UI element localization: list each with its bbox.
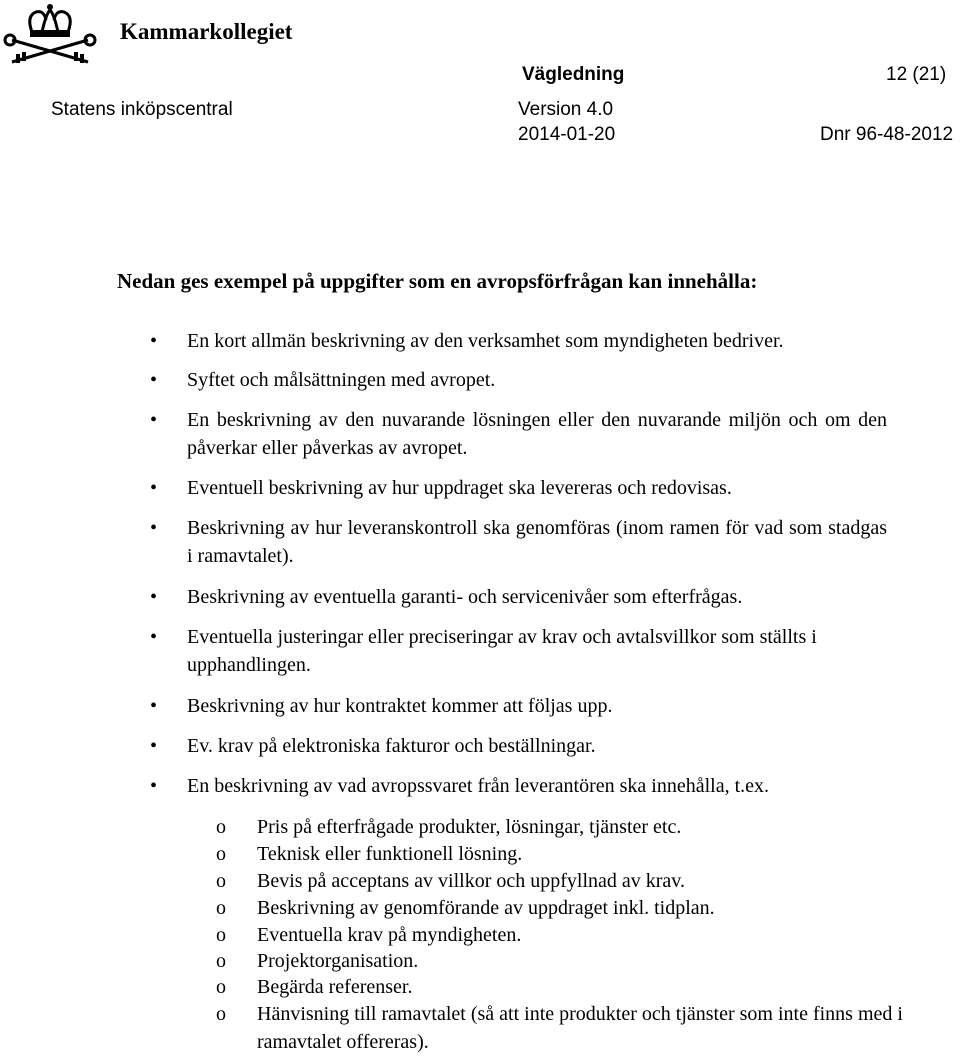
- sub-list-item: Hänvisning till ramavtalet (så att inte produkter och tjänster som inte finns med i ramavtalet offereras).: [257, 1003, 903, 1053]
- sub-bullet-marker: o: [216, 1003, 226, 1025]
- sub-list-item: Bevis på acceptans av villkor och uppfyllnad av krav.: [257, 870, 686, 892]
- bullet-marker: •: [150, 369, 158, 391]
- list-item: Ev. krav på elektroniska fakturor och beställningar.: [187, 735, 596, 757]
- list-item: En beskrivning av vad avropssvaret från leverantören ska innehålla, t.ex.: [187, 775, 770, 797]
- document-registration-number: Dnr 96-48-2012: [820, 124, 954, 145]
- department-name: Statens inköpscentral: [51, 99, 233, 120]
- sub-bullet-marker: o: [216, 976, 226, 998]
- list-item: Eventuell beskrivning av hur uppdraget ska levereras och redovisas.: [187, 477, 732, 499]
- page-number: 12 (21): [886, 64, 947, 85]
- list-item: En beskrivning av den nuvarande lösningen eller den nuvarande miljön och om den påverkar eller påverkas av avropet.: [187, 409, 887, 459]
- sub-bullet-marker: o: [216, 870, 226, 892]
- document-date: 2014-01-20: [518, 124, 616, 145]
- sub-list-item: Eventuella krav på myndigheten.: [257, 924, 522, 946]
- bullet-marker: •: [150, 735, 158, 757]
- sub-bullet-marker: o: [216, 924, 226, 946]
- list-item: En kort allmän beskrivning av den verksamhet som myndigheten bedriver.: [187, 330, 784, 352]
- document-type: Vägledning: [522, 64, 625, 85]
- list-item: Eventuella justeringar eller preciseringar av krav och avtalsvillkor som ställts i upphandlingen.: [187, 626, 817, 676]
- org-name: Kammarkollegiet: [120, 19, 293, 44]
- bullet-marker: •: [150, 517, 158, 539]
- list-item: Beskrivning av eventuella garanti- och servicenivåer som efterfrågas.: [187, 586, 743, 608]
- bullet-marker: •: [150, 626, 158, 648]
- sub-list-item: Beskrivning av genomförande av uppdraget inkl. tidplan.: [257, 897, 715, 919]
- sub-list-item: Projektorganisation.: [257, 950, 419, 972]
- bullet-marker: •: [150, 330, 158, 352]
- bullet-marker: •: [150, 775, 158, 797]
- sub-bullet-marker: o: [216, 950, 226, 972]
- sub-list-item: Teknisk eller funktionell lösning.: [257, 843, 523, 865]
- sub-list-item: Begärda referenser.: [257, 976, 413, 998]
- version-label: Version 4.0: [518, 99, 614, 120]
- crown-crossed-keys-logo-icon: [2, 2, 98, 66]
- sub-bullet-marker: o: [216, 897, 226, 919]
- bullet-marker: •: [150, 477, 158, 499]
- list-item: Beskrivning av hur kontraktet kommer att följas upp.: [187, 695, 613, 717]
- bullet-marker: •: [150, 695, 158, 717]
- list-item: Beskrivning av hur leveranskontroll ska genomföras (inom ramen för vad som stadgas i ramavtalet).: [187, 517, 887, 567]
- sub-bullet-marker: o: [216, 843, 226, 865]
- section-heading: Nedan ges exempel på uppgifter som en avropsförfrågan kan innehålla:: [117, 269, 758, 293]
- bullet-marker: •: [150, 586, 158, 608]
- bullet-marker: •: [150, 409, 158, 431]
- sub-bullet-marker: o: [216, 816, 226, 838]
- list-item: Syftet och målsättningen med avropet.: [187, 369, 496, 391]
- sub-list-item: Pris på efterfrågade produkter, lösningar, tjänster etc.: [257, 816, 682, 838]
